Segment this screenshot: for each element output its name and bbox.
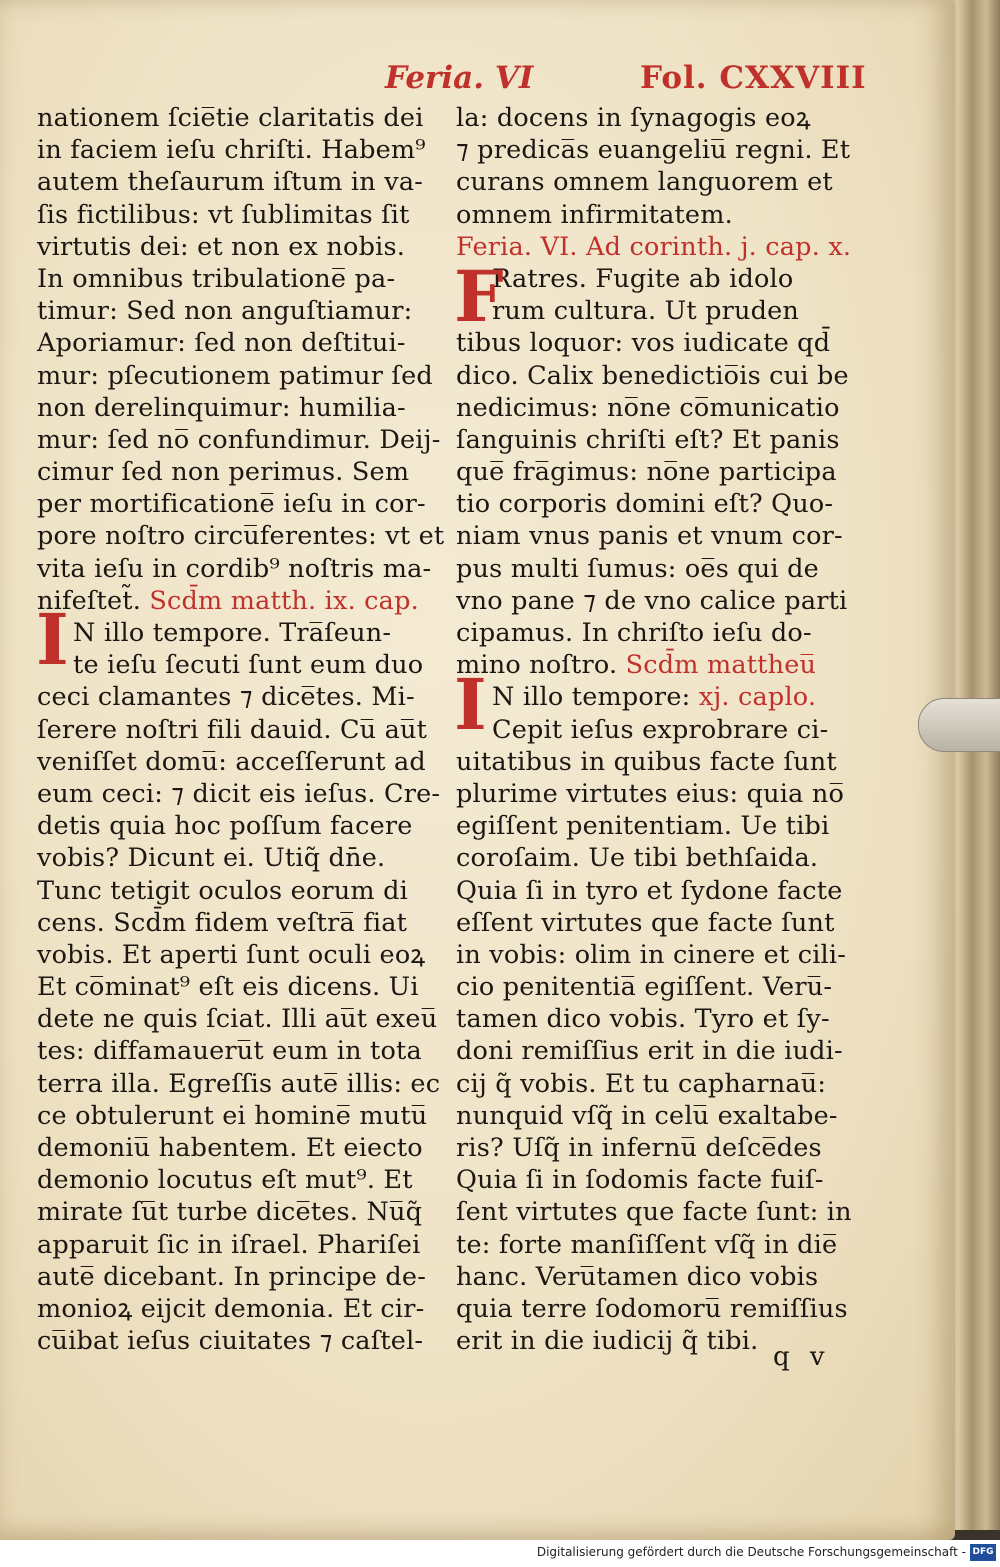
text-line: quia terre ſodomoru̅ remiſſius (456, 1293, 848, 1324)
text-line: in vobis: olim in cinere et cili- (456, 939, 847, 970)
text-line: demoniu̅ habentem. Et eiecto (37, 1133, 423, 1163)
text-line: monioꝝ eijcit demonia. Et cir- (37, 1293, 425, 1324)
text-line: que̅ fra̅gimus: no̅ne participa (456, 457, 837, 488)
text-line: te: forte manſiſſent vſq̃ in die̅ (456, 1229, 838, 1260)
text-line: la: docens in ſynagogis eoꝝ (456, 103, 811, 133)
text-line: mirate ſu̅t turbe dice̅tes. Nu̅q̃ (37, 1197, 423, 1228)
left-text-column (37, 102, 445, 1357)
text-line: ceci clamantes ⁊ dice̅tes. Mi- (37, 682, 415, 713)
text-line: apparuit ſic in iſrael. Phariſei (37, 1229, 421, 1260)
decorated-initial: I (36, 598, 69, 681)
text-line: pus multi ſumus: oe̅s qui de (456, 553, 819, 584)
text-line: mur: ſed no̅ confundimur. Deij- (37, 424, 441, 455)
text-line: vobis. Et aperti ſunt oculi eoꝝ (37, 939, 426, 970)
text-line: virtutis dei: et non ex nobis. (37, 231, 406, 262)
text-line-with-rubric (456, 681, 856, 713)
text-line: nedicimus: no̅ne co̅municatio (456, 392, 840, 423)
text-line: egiſſent penitentiam. Ue tibi (456, 811, 830, 842)
text-line: in faciem ieſu chriſti. Habem⁹ (37, 135, 426, 166)
text-line: omnem infirmitatem. (456, 199, 733, 230)
decorated-initial: I (454, 663, 487, 746)
text-line: veniſſet domu̅: acceſſerunt ad (37, 746, 426, 777)
text-line: cimur ſed non perimus. Sem (37, 457, 410, 488)
text-line-with-rubric (456, 649, 856, 681)
text-line: mur: pſecutionem patimur ſed (37, 360, 433, 391)
text-line: ſanguinis chriſti eſt? Et panis (456, 424, 840, 455)
rubric-gospel-reference: Scd̄m matth. ix. cap. (149, 585, 419, 616)
text-line: ⁊ predica̅s euangeliu̅ regni. Et (456, 135, 851, 166)
text-line: eum ceci: ⁊ dicit eis ieſus. Cre- (37, 778, 441, 809)
text-line: dico. Calix benedictio̅is cui be (456, 360, 849, 391)
text-line: Tunc tetigit oculos eorum di (37, 875, 408, 906)
rubric-gospel-reference: Scd̄m mattheu̅ (625, 650, 817, 681)
dfg-logo: DFG (970, 1544, 996, 1561)
text-line: Aporiamur: ſed non deſtitui- (37, 328, 406, 359)
text-line: cens. Scd̄m fidem veſtra̅ fiat (37, 907, 408, 938)
text-line: In omnibus tribulatione̅ pa- (37, 263, 396, 294)
text-line: Et co̅minat⁹ eſt eis dicens. Ui (37, 972, 419, 1003)
text-fragment: mino noſtro. (456, 650, 618, 681)
text-line: cipamus. In chriſto ieſu do- (456, 618, 812, 648)
text-line: cio penitentia̅ egiſſent. Veru̅- (456, 972, 833, 1003)
page-clip (918, 698, 1000, 752)
text-line: erit in die iudicij q̃ tibi. (456, 1326, 759, 1357)
text-line: eſſent virtutes que facte ſunt (456, 907, 835, 938)
text-fragment: N illo tempore: (492, 682, 691, 713)
text-line: doni remiſſius erit in die iudi- (456, 1036, 843, 1067)
signature-mark: q v (773, 1342, 831, 1372)
text-line: vno pane ⁊ de vno calice parti (456, 585, 848, 616)
text-line: detis quia hoc poſſum facere (37, 811, 413, 842)
text-line: ſent virtutes que facte ſunt: in (456, 1197, 852, 1228)
text-line: autem theſaurum iſtum in va- (37, 167, 424, 198)
right-text-column (456, 102, 856, 1357)
text-line: pore noſtro circu̅ferentes: vt et (37, 521, 445, 552)
text-line: nunquid vſq̃ in celu̅ exaltabe- (456, 1100, 838, 1131)
text-line: ſis fictilibus: vt ſublimitas ſit (37, 199, 410, 230)
text-line: tio corporis domini eſt? Quo- (456, 489, 834, 520)
page-header (0, 60, 930, 100)
text-line: ſerere noſtri fili dauid. Cu̅ au̅t (37, 714, 428, 745)
text-line: dete ne quis ſciat. Illi au̅t exeu̅ (37, 1004, 438, 1035)
rubric-epistle-reference: Feria. VI. Ad corinth. j. cap. x. (456, 231, 852, 262)
text-line: ris? Uſq̃ in infernu̅ deſce̅des (456, 1133, 822, 1163)
text-line: coroſaim. Ue tibi bethſaida. (456, 843, 819, 874)
text-line: vita ieſu in cordib⁹ noſtris ma- (37, 553, 432, 584)
text-line: niam vnus panis et vnum cor- (456, 521, 843, 552)
rubric-chapter: xj. caplo. (698, 682, 817, 713)
text-line: Quia ſi in ſodomis facte fuiſ- (456, 1165, 824, 1196)
text-line: uitatibus in quibus facte ſunt (456, 746, 837, 777)
folio-number: Fol. CXXVIII (640, 60, 867, 96)
text-line-with-rubric (37, 585, 437, 617)
text-line: tes: diffamaueru̅t eum in tota (37, 1036, 422, 1067)
digitization-footer (0, 1540, 1000, 1567)
text-line: non derelinquimur: humilia- (37, 392, 406, 423)
text-line: N illo tempore. Tra̅ſeun- (73, 618, 392, 648)
text-line: te ieſu ſecuti ſunt eum duo (73, 650, 424, 681)
text-line: rum cultura. Ut pruden (492, 296, 800, 327)
text-line: aute̅ dicebant. In principe de- (37, 1261, 427, 1292)
text-line: curans omnem languorem et (456, 167, 833, 198)
text-line: vobis? Dicunt ei. Utiq̃ dn̄e. (37, 843, 386, 874)
text-line: timur: Sed non anguſtiamur: (37, 296, 413, 327)
text-line: plurime virtutes eius: quia no̅ (456, 778, 845, 809)
text-line: terra illa. Egreſſis aute̅ illis: ec (37, 1068, 441, 1099)
text-line: cij q̃ vobis. Et tu capharnau̅: (456, 1068, 827, 1099)
text-line: Cepit ieſus exprobrare ci- (492, 714, 829, 745)
text-line: ce obtulerunt ei homine̅ mutu̅ (37, 1100, 428, 1131)
text-line: per mortificatione̅ ieſu in cor- (37, 489, 426, 520)
funding-credit: Digitalisierung gefördert durch die Deutsche Forschungsgemeinschaft - (536, 1545, 966, 1559)
decorated-initial: F (454, 255, 504, 338)
text-line: nationem ſcie̅tie claritatis dei (37, 103, 424, 133)
text-line: Ratres. Fugite ab idolo (492, 263, 794, 294)
running-title: Feria. VI (385, 60, 534, 96)
text-line: demonio locutus eſt mut⁹. Et (37, 1165, 413, 1196)
text-line: tibus loquor: vos iudicate qd̄ (456, 328, 831, 359)
text-line: tamen dico vobis. Tyro et ſy- (456, 1004, 830, 1035)
text-fragment: nifeſtet̃. (37, 585, 142, 616)
text-line: cu̅ibat ieſus ciuitates ⁊ caſtel- (37, 1326, 424, 1357)
text-line: Quia ſi in tyro et ſydone facte (456, 875, 843, 906)
text-line: hanc. Veru̅tamen dico vobis (456, 1261, 819, 1292)
